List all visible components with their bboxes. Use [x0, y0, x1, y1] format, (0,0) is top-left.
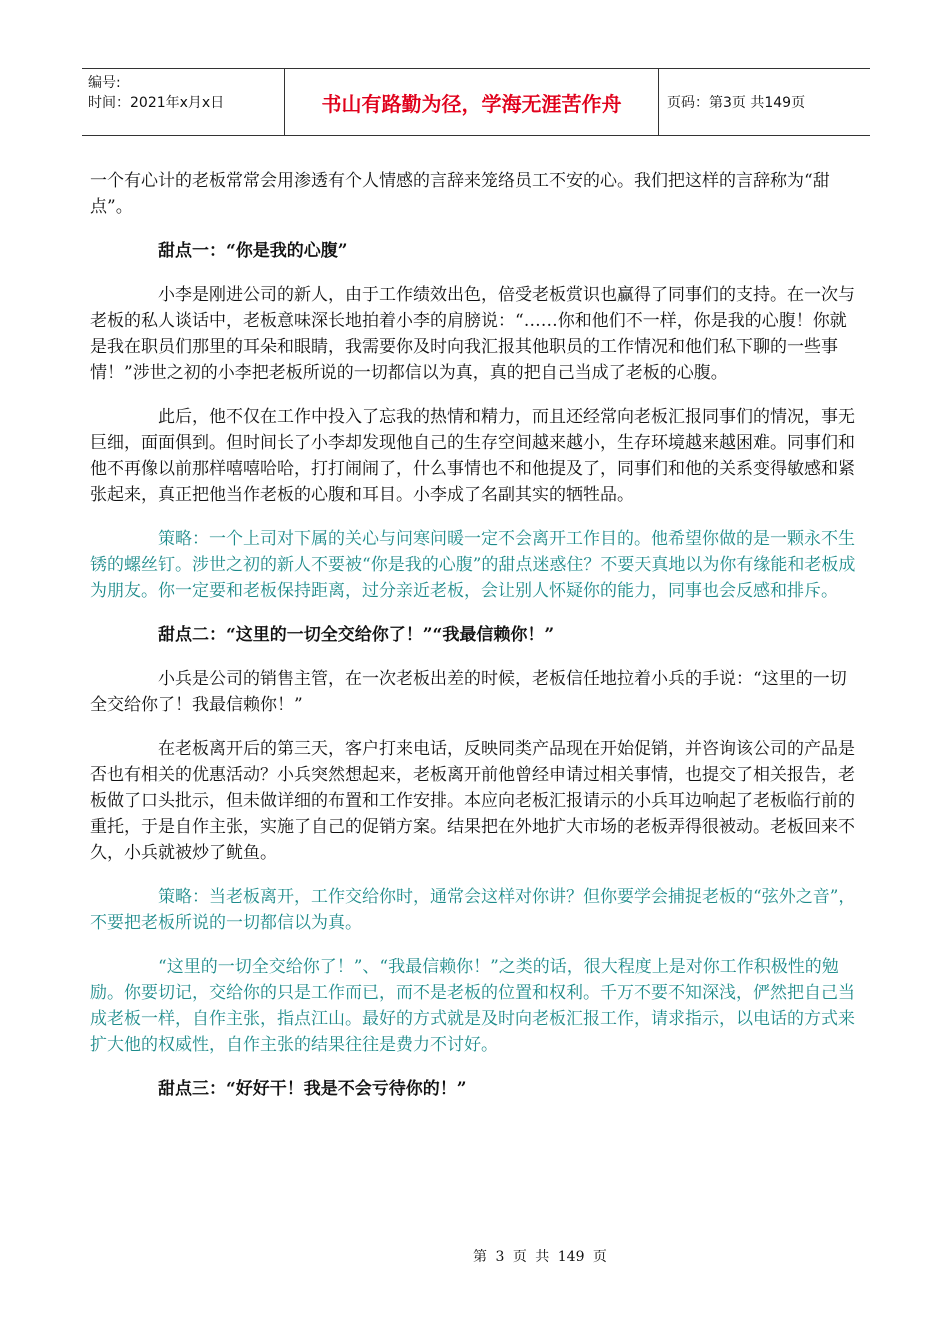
header-meta: [82, 69, 284, 135]
page-footer: 第 3 页 共 149 页: [473, 1249, 607, 1265]
header-motto: 书山有路勤为径，学海无涯苦作舟: [284, 69, 659, 135]
body-paragraph: 小兵是公司的销售主管，在一次老板出差的时候，老板信任地拉着小兵的手说：“这里的一切全交给你了！我最信赖你！”: [90, 669, 847, 715]
document-time: 时间：2021年x月x日: [88, 95, 225, 111]
strategy-paragraph: “这里的一切全交给你了！”、“我最信赖你！”之类的话，很大程度上是对你工作积极性的勉励。你要切记，交给你的只是工作而已，而不是老板的位置和权利。千万不要不知深浅，俨然把自己当成老板一样，自作主张，指点江山。最好的方式就是及时向老板汇报工作，请求指示，以电话的方式来扩大他的权威性，自作主张的结果往往是费力不讨好。: [90, 957, 855, 1055]
body-paragraph: 小李是刚进公司的新人，由于工作绩效出色，倍受老板赏识也赢得了同事们的支持。在一次与老板的私人谈话中，老板意味深长地拍着小李的肩膀说：“……你和他们不一样，你是我的心腹！你就是我在职员们那里的耳朵和眼睛，我需要你及时向我汇报其他职员的工作情况和他们私下聊的一些事情！”涉世之初的小李把老板所说的一切都信以为真，真的把自己当成了老板的心腹。: [90, 285, 855, 383]
section-heading-2: 甜点二：“这里的一切全交给你了！”“我最信赖你！”: [158, 625, 555, 645]
document-body: [90, 168, 860, 1120]
strategy-paragraph: 策略：一个上司对下属的关心与问寒问暖一定不会离开工作目的。他希望你做的是一颗永不生锈的螺丝钉。涉世之初的新人不要被“你是我的心腹”的甜点迷惑住？不要天真地以为你有缘能和老板成为朋友。你一定要和老板保持距离，过分亲近老板，会让别人怀疑你的能力，同事也会反感和排斥。: [90, 529, 856, 601]
body-paragraph: 此后，他不仅在工作中投入了忘我的热情和精力，而且还经常向老板汇报同事们的情况，事无巨细，面面俱到。但时间长了小李却发现他自己的生存空间越来越小，生存环境越来越困难。同事们和他不再像以前那样嘻嘻哈哈，打打闹闹了，什么事情也不和他提及了，同事们和他的关系变得敏感和紧张起来，真正把他当作老板的心腹和耳目。小李成了名副其实的牺牲品。: [90, 407, 855, 505]
section-heading-1: 甜点一：“你是我的心腹”: [158, 241, 348, 261]
strategy-paragraph: 策略：当老板离开，工作交给你时，通常会这样对你讲？但你要学会捕捉老板的“弦外之音”，不要把老板所说的一切都信以为真。: [90, 887, 856, 933]
header-page-info: 页码：第3页 共149页: [667, 95, 806, 111]
intro-paragraph: 一个有心计的老板常常会用渗透有个人情感的言辞来笼络员工不安的心。我们把这样的言辞称为“甜点”。: [90, 171, 830, 217]
document-code-label: 编号:: [88, 75, 121, 91]
body-paragraph: 在老板离开后的第三天，客户打来电话，反映同类产品现在开始促销，并咨询该公司的产品是否也有相关的优惠活动？小兵突然想起来，老板离开前他曾经申请过相关事情，也提交了相关报告，老板做了口头批示，但未做详细的布置和工作安排。本应向老板汇报请示的小兵耳边响起了老板临行前的重托，于是自作主张，实施了自己的促销方案。结果把在外地扩大市场的老板弄得很被动。老板回来不久，小兵就被炒了鱿鱼。: [90, 739, 855, 863]
section-heading-3: 甜点三：“好好干！我是不会亏待你的！”: [158, 1079, 467, 1099]
page-header: [82, 68, 870, 136]
